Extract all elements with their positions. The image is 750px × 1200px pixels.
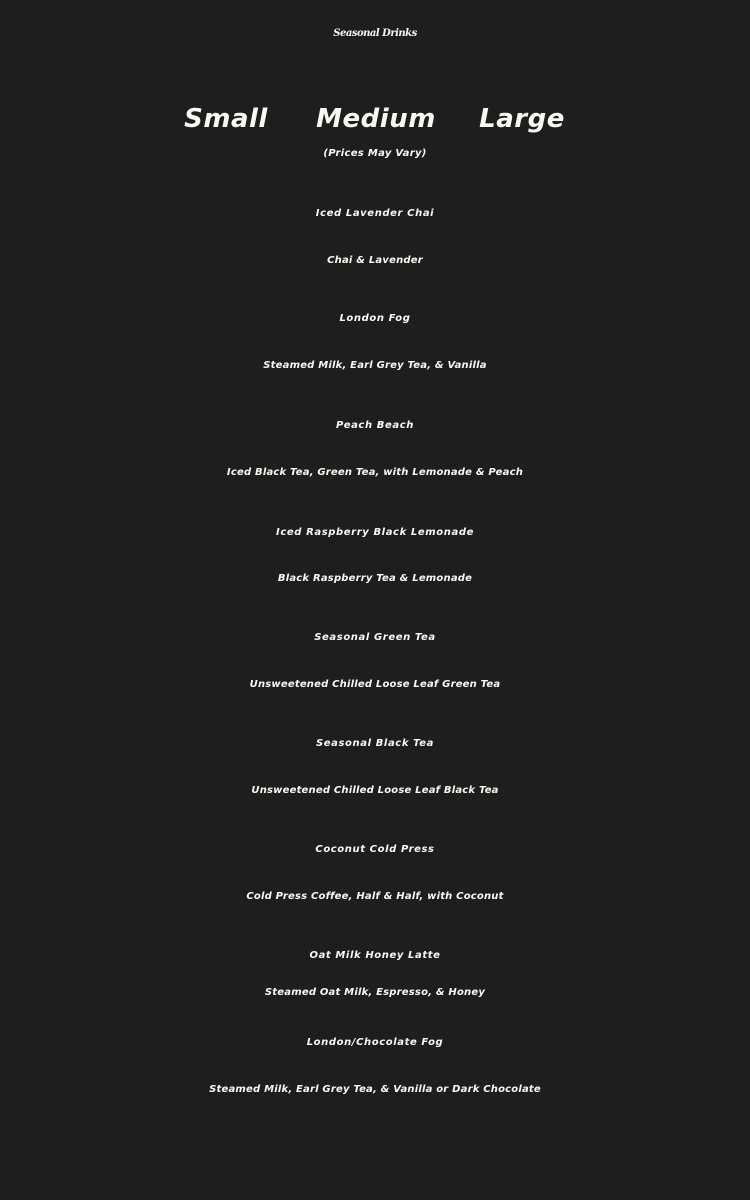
drink-description: Steamed Milk, Earl Grey Tea, & Vanilla or Dark Chocolate	[209, 1084, 541, 1095]
size-large-label: Large	[479, 104, 565, 134]
drink-name: Coconut Cold Press	[315, 844, 435, 855]
drink-name: Iced Raspberry Black Lemonade	[276, 527, 474, 538]
drink-description: Chai & Lavender	[327, 255, 423, 266]
drink-name: Oat Milk Honey Latte	[309, 950, 441, 961]
menu-title: Seasonal Drinks	[333, 28, 417, 39]
size-headers	[0, 104, 750, 144]
drink-name: Iced Lavender Chai	[315, 208, 435, 219]
drink-description: Cold Press Coffee, Half & Half, with Coconut	[246, 891, 504, 902]
drink-name: London Fog	[339, 313, 411, 324]
drink-name: London/Chocolate Fog	[306, 1037, 444, 1048]
size-medium-label: Medium	[316, 104, 436, 134]
size-small-label: Small	[184, 104, 268, 134]
drink-description: Iced Black Tea, Green Tea, with Lemonade & Peach	[226, 467, 524, 478]
drink-description: Steamed Oat Milk, Espresso, & Honey	[264, 987, 486, 998]
drink-description: Black Raspberry Tea & Lemonade	[277, 573, 473, 584]
drink-name: Seasonal Green Tea	[314, 632, 436, 643]
drink-name: Peach Beach	[336, 420, 414, 431]
drink-description: Steamed Milk, Earl Grey Tea, & Vanilla	[263, 360, 487, 371]
drink-description: Unsweetened Chilled Loose Leaf Black Tea	[251, 785, 499, 796]
price-note: (Prices May Vary)	[323, 148, 427, 159]
drink-description: Unsweetened Chilled Loose Leaf Green Tea	[249, 679, 501, 690]
drink-name: Seasonal Black Tea	[315, 738, 435, 749]
